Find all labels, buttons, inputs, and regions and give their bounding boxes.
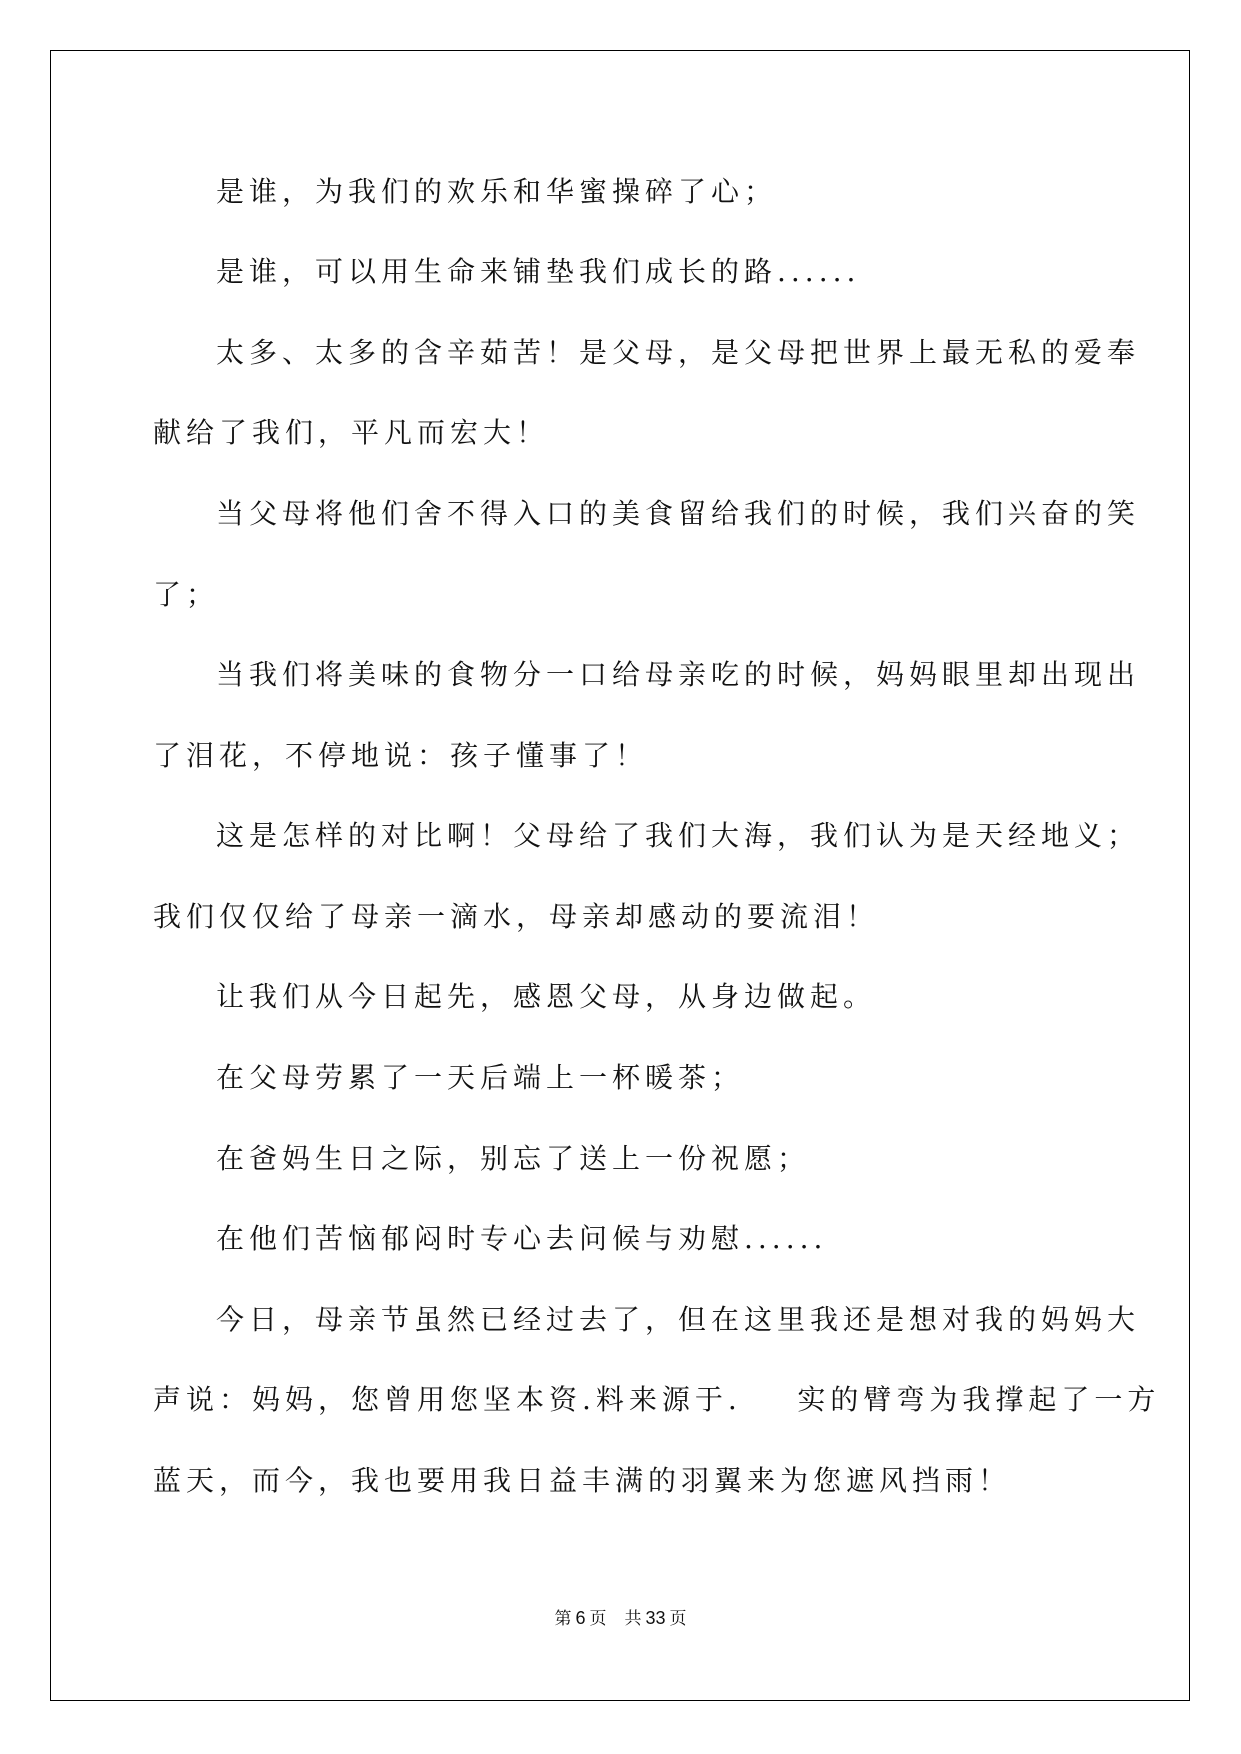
page-footer: [0, 1608, 1241, 1629]
paragraph-line: 是谁，可以用生命来铺垫我们成长的路......: [216, 255, 861, 288]
total-pages-number: 33: [645, 1608, 666, 1628]
paragraph-line: 太多、太多的含辛茹苦！是父母，是父母把世界上最无私的爱奉: [216, 336, 1141, 369]
page-label-prefix: 第: [554, 1609, 572, 1629]
paragraph-line: 我们仅仅给了母亲一滴水，母亲却感动的要流泪！: [153, 900, 880, 933]
paragraph-line: 蓝天，而今，我也要用我日益丰满的羽翼来为您遮风挡雨！: [153, 1464, 1012, 1497]
paragraph-line: 今日，母亲节虽然已经过去了，但在这里我还是想对我的妈妈大: [216, 1303, 1141, 1336]
paragraph-line: 献给了我们，平凡而宏大！: [153, 416, 550, 449]
paragraph-line: 声说：妈妈，您曾用您坚本资.料来源于. 实的臂弯为我撑起了一方: [153, 1383, 1161, 1416]
page-frame: [50, 50, 1190, 1701]
paragraph-line: 了泪花，不停地说：孩子懂事了！: [153, 739, 649, 772]
paragraph-line: 了；: [153, 578, 220, 611]
paragraph-line: 在他们苦恼郁闷时专心去问候与劝慰......: [216, 1222, 828, 1255]
paragraph-line: 在爸妈生日之际，别忘了送上一份祝愿；: [216, 1142, 811, 1175]
total-label-suffix: 页: [669, 1609, 687, 1629]
paragraph-line: 让我们从今日起先，感恩父母，从身边做起。: [216, 980, 877, 1013]
paragraph-line: 当我们将美味的食物分一口给母亲吃的时候，妈妈眼里却出现出: [216, 658, 1141, 691]
total-label-prefix: 共: [624, 1609, 642, 1629]
current-page-number: 6: [575, 1608, 586, 1628]
paragraph-line: 是谁，为我们的欢乐和华蜜操碎了心；: [216, 175, 778, 208]
paragraph-line: 当父母将他们舍不得入口的美食留给我们的时候，我们兴奋的笑: [216, 497, 1141, 530]
paragraph-line: 在父母劳累了一天后端上一杯暖茶；: [216, 1061, 745, 1094]
page-label-suffix: 页: [589, 1609, 607, 1629]
paragraph-line: 这是怎样的对比啊！父母给了我们大海，我们认为是天经地义；: [216, 819, 1141, 852]
